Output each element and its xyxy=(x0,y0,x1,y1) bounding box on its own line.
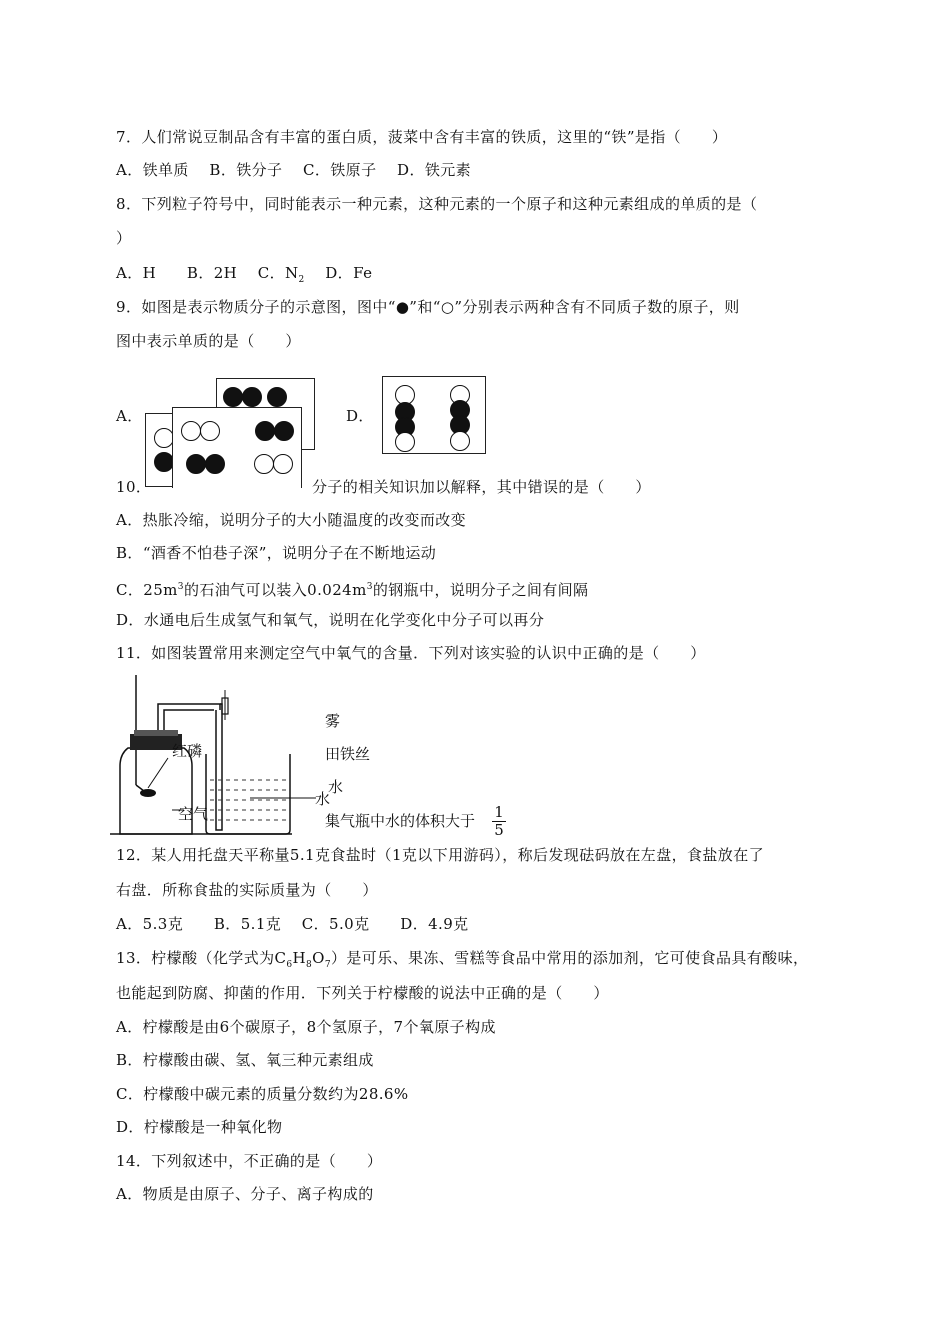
q9-overlap-mask xyxy=(172,488,312,496)
q9-diagram-d xyxy=(382,376,486,454)
black-atom xyxy=(186,454,206,474)
q10-option-c-part1: C．25m xyxy=(116,581,178,599)
q13-stem-b: ）是可乐、果冻、雪糕等食品中常用的添加剂，它可使食品具有酸味， xyxy=(330,949,809,967)
q9-label-d: D． xyxy=(346,407,374,425)
q11-fraction-numerator: 1 xyxy=(494,803,504,821)
q8-subscript: 2 xyxy=(298,275,305,285)
q11-label-water: 水 xyxy=(315,790,331,808)
q10-option-c xyxy=(116,577,588,600)
q11-label-red-phosphorus: 红磷 xyxy=(172,742,203,760)
q13-sub-o: 7 xyxy=(324,960,331,970)
q8-option-abc: A．H B．2H C．N xyxy=(116,264,299,282)
q14-option-a: A．物质是由原子、分子、离子构成的 xyxy=(116,1185,374,1203)
q11-fraction xyxy=(492,804,506,839)
q13-h: H xyxy=(292,949,306,967)
q13-o: O xyxy=(312,949,325,967)
white-atom xyxy=(395,432,415,452)
q10-number: 10． xyxy=(116,478,152,496)
q11-fragment-2: 田铁丝 xyxy=(325,745,371,763)
q10-sup1: 3 xyxy=(177,582,184,592)
q13-sub-c: 6 xyxy=(286,960,293,970)
q11-apparatus-diagram xyxy=(110,670,350,840)
black-atom xyxy=(242,387,262,407)
black-atom xyxy=(255,421,275,441)
q13-option-d: D．柠檬酸是一种氧化物 xyxy=(116,1118,283,1136)
q11-fragment-3: 水 xyxy=(328,778,344,796)
q8-stem-line1: 8．下列粒子符号中，同时能表示一种元素，这种元素的一个原子和这种元素组成的单质的是（ xyxy=(116,195,758,213)
q13-stem-line2: 也能起到防腐、抑菌的作用．下列关于柠檬酸的说法中正确的是（ ） xyxy=(116,984,609,1002)
q9-diagram-front xyxy=(172,407,302,489)
white-atom xyxy=(273,454,293,474)
black-atom xyxy=(223,387,243,407)
q10-stem: 分子的相关知识加以解释，其中错误的是（ ） xyxy=(312,478,651,496)
white-atom xyxy=(181,421,201,441)
q12-options: A．5.3克 B．5.1克 C．5.0克 D．4.9克 xyxy=(116,915,469,933)
black-atom xyxy=(205,454,225,474)
q9-stem-line1: 9．如图是表示物质分子的示意图，图中“●”和“○”分别表示两种含有不同质子数的原子，则 xyxy=(116,298,740,316)
white-atom xyxy=(450,431,470,451)
q14-stem: 14．下列叙述中，不正确的是（ ） xyxy=(116,1152,383,1170)
q9-stem-line2: 图中表示单质的是（ ） xyxy=(116,332,301,350)
q11-label-air: 空气 xyxy=(178,805,209,823)
q8-option-d: D．Fe xyxy=(304,264,373,282)
q13-sub-h: 8 xyxy=(306,960,313,970)
white-atom xyxy=(154,428,174,448)
black-atom xyxy=(267,387,287,407)
q13-stem-a: 13．柠檬酸（化学式为C xyxy=(116,949,287,967)
q8-options xyxy=(116,263,372,290)
q11-stem: 11．如图装置常用来测定空气中氧气的含量．下列对该实验的认识中正确的是（ ） xyxy=(116,644,706,662)
q7-stem: 7．人们常说豆制品含有丰富的蛋白质，菠菜中含有丰富的铁质，这里的“铁”是指（ ） xyxy=(116,128,728,146)
q12-stem-line1: 12．某人用托盘天平称量5.1克食盐时（1克以下用游码），称后发现砝码放在左盘，食盐放在了 xyxy=(116,846,764,864)
q10-option-d: D．水通电后生成氢气和氧气，说明在化学变化中分子可以再分 xyxy=(116,611,545,629)
q10-option-c-part2: 的石油气可以装入0.024m xyxy=(183,581,367,599)
q13-option-b: B．柠檬酸由碳、氢、氧三种元素组成 xyxy=(116,1051,374,1069)
q10-option-c-part3: 的钢瓶中，说明分子之间有间隔 xyxy=(372,581,589,599)
q10-option-a: A．热胀冷缩，说明分子的大小随温度的改变而改变 xyxy=(116,511,467,529)
q13-option-c: C．柠檬酸中碳元素的质量分数约为28.6% xyxy=(116,1085,409,1103)
black-atom xyxy=(154,452,174,472)
black-atom xyxy=(274,421,294,441)
q7-options: A．铁单质 B．铁分子 C．铁原子 D．铁元素 xyxy=(116,161,472,179)
white-atom xyxy=(200,421,220,441)
q10-option-b: B．“酒香不怕巷子深”，说明分子在不断地运动 xyxy=(116,544,437,562)
q11-fragment-1: 雾 xyxy=(325,712,341,730)
q9-label-a: A． xyxy=(116,407,143,425)
q10-sup2: 3 xyxy=(366,582,373,592)
q13-stem-line1 xyxy=(116,948,808,975)
q8-stem-line2: ） xyxy=(116,229,132,247)
q11-fraction-denominator: 5 xyxy=(492,821,506,839)
q11-fragment-4: 集气瓶中水的体积大于 xyxy=(325,812,476,830)
q12-stem-line2: 右盘．所称食盐的实际质量为（ ） xyxy=(116,881,378,899)
white-atom xyxy=(254,454,274,474)
q13-option-a: A．柠檬酸是由6个碳原子，8个氢原子，7个氧原子构成 xyxy=(116,1018,496,1036)
